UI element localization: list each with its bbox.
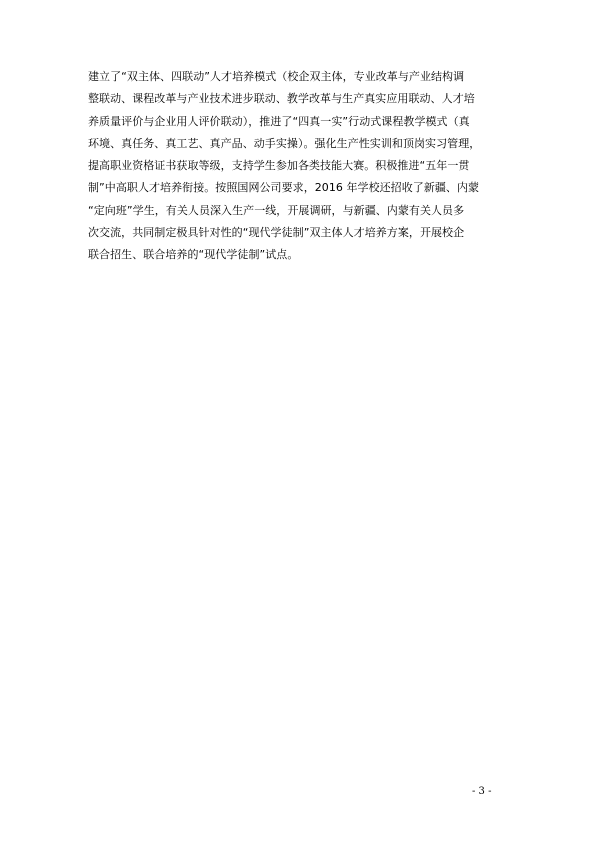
paragraph-line: 联合招生、联合培养的“现代学徒制”试点。 [88, 248, 299, 262]
paragraph-line: 提高职业资格证书获取等级，支持学生参加各类技能大赛。积极推进“五年一贯 [88, 159, 470, 173]
page-number: - 3 - [472, 786, 492, 797]
paragraph-line: 建立了“双主体、四联动”人才培养模式（校企双主体，专业改革与产业结构调 [88, 70, 465, 83]
body-paragraph [88, 66, 508, 267]
paragraph-line: 环境、真任务、真工艺、真产品、动手实操）。强化生产性实训和顶岗实习管理， [88, 136, 481, 150]
paragraph-line: 养质量评价与企业用人评价联动），推进了“四真一实”行动式课程教学模式（真 [88, 114, 470, 128]
paragraph-line: “定向班”学生，有关人员深入生产一线，开展调研，与新疆、内蒙有关人员多 [88, 203, 465, 217]
paragraph-line: 制”中高职人才培养衔接。按照国网公司要求，2016 年学校还招收了新疆、内蒙 [88, 181, 480, 195]
paragraph-line: 整联动、课程改革与产业技术进步联动、教学改革与生产真实应用联动、人才培 [88, 92, 475, 106]
paragraph-line: 次交流，共同制定极具针对性的“现代学徒制”双主体人才培养方案，开展校企 [88, 226, 465, 240]
